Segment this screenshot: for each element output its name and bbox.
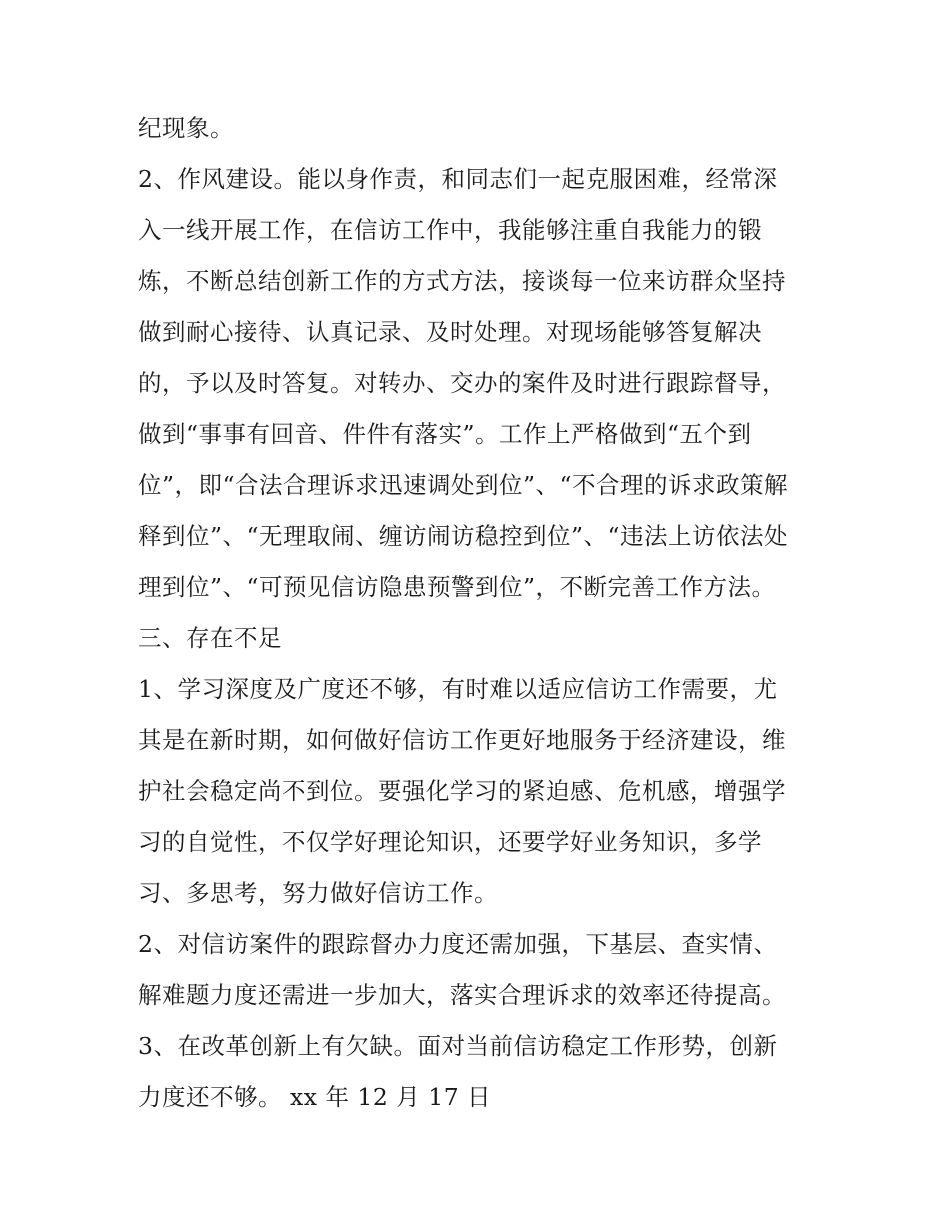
text-line: 做到耐心接待、认真记录、及时处理。对现场能够答复解决 xyxy=(138,318,762,346)
text-line: 1、学习深度及广度还不够，有时难以适应信访工作需要，尤 xyxy=(138,675,778,703)
text-line: 炼，不断总结创新工作的方式方法，接谈每一位来访群众坚持 xyxy=(138,267,786,295)
text-line: 习、多思考，努力做好信访工作。 xyxy=(138,879,498,907)
text-line: 纪现象。 xyxy=(138,114,234,142)
text-line: 释到位”、“无理取闹、缠访闹访稳控到位”、“违法上访依法处 xyxy=(138,522,789,550)
text-line: 习的自觉性，不仅学好理论知识，还要学好业务知识，多学 xyxy=(138,828,762,856)
text-line: 护社会稳定尚不到位。要强化学习的紧迫感、危机感，增强学 xyxy=(138,777,786,805)
text-line: 位”，即“合法合理诉求迅速调处到位”、“不合理的诉求政策解 xyxy=(138,471,789,499)
text-line: 2、对信访案件的跟踪督办力度还需加强，下基层、查实情、 xyxy=(138,930,778,958)
text-line: 其是在新时期，如何做好信访工作更好地服务于经济建设，维 xyxy=(138,726,786,754)
text-line: 的，予以及时答复。对转办、交办的案件及时进行跟踪督导， xyxy=(138,369,786,397)
text-line: 2、作风建设。能以身作责，和同志们一起克服困难，经常深 xyxy=(138,165,778,193)
text-line: 解难题力度还需进一步加大，落实合理诉求的效率还待提高。 xyxy=(138,981,786,1009)
text-line-date: 力度还不够。 xx 年 12 月 17 日 xyxy=(138,1083,492,1111)
text-line: 做到“事事有回音、件件有落实”。工作上严格做到“五个到 xyxy=(138,420,752,448)
text-line: 理到位”、“可预见信访隐患预警到位”，不断完善工作方法。 xyxy=(138,573,776,601)
text-line: 入一线开展工作，在信访工作中，我能够注重自我能力的锻 xyxy=(138,216,762,244)
text-line: 3、在改革创新上有欠缺。面对当前信访稳定工作形势，创新 xyxy=(138,1032,778,1060)
section-heading: 三、存在不足 xyxy=(138,624,282,652)
